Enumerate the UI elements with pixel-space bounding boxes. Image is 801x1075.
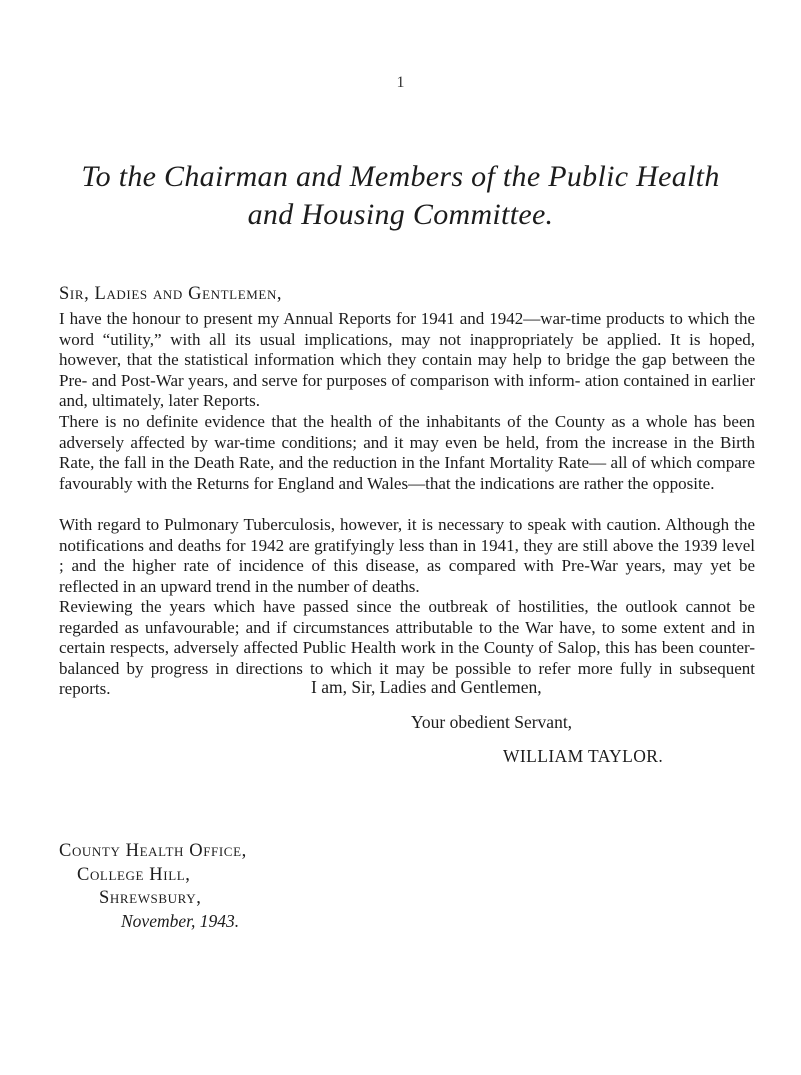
paragraph-4: Reviewing the years which have passed since the outbreak of hostilities, the outlook cannot be regarded as unfavourable; and if circumstances attributable to the War have, to some extent and in certain respects, adversely affected Public Health work in the County of Salop, this has been counter-balanced by progress in directions to which it may be possible to refer more fully in subsequent reports. bbox=[59, 597, 755, 698]
letter-date: November, 1943. bbox=[121, 911, 240, 931]
paragraph-2: There is no definite evidence that the health of the inhabitants of the County as a whole has been adversely affected by war-time conditions; and it may even be held, from the increase in the Birth Rate, the fall in the Death Rate, and the reduction in the Infant Mortality Rate— all of which compare favourably with the Returns for England and Wales—that the indications are rather the opposite. bbox=[59, 412, 755, 493]
address-line-2: College Hill, bbox=[77, 865, 191, 885]
paragraph-3: With regard to Pulmonary Tuberculosis, however, it is necessary to speak with caution. Although the notifications and deaths for 1942 are gratifyingly less than in 1941, they are still above the 1939 level ; and the higher rate of incidence of this disease, as compared with Pre-War years, may yet be reflected in an upward trend in the number of deaths. bbox=[59, 515, 755, 596]
page-number: 1 bbox=[396, 74, 405, 91]
signature-name: WILLIAM TAYLOR. bbox=[503, 746, 664, 766]
address-line-1: County Health Office, bbox=[59, 841, 247, 861]
paragraph-1: I have the honour to present my Annual Reports for 1941 and 1942—war-time products to which the word “utility,” with all its usual implications, may not inappropriately be applied. It is hoped, however, that the statistical information which they contain may help to bridge the gap between the Pre- and Post-War years, and serve for purposes of comparison with inform- ation contained in earlier and, ultimately, later Reports. bbox=[59, 309, 755, 410]
valediction: Your obedient Servant, bbox=[411, 712, 573, 732]
address-line-3: Shrewsbury, bbox=[99, 888, 202, 908]
title-line-2: and Housing Committee. bbox=[247, 198, 554, 231]
letter-title bbox=[0, 158, 801, 234]
title-line-1: To the Chairman and Members of the Public Health bbox=[81, 160, 720, 193]
salutation: Sir, Ladies and Gentlemen, bbox=[59, 284, 283, 304]
closing-line: I am, Sir, Ladies and Gentlemen, bbox=[311, 677, 542, 697]
